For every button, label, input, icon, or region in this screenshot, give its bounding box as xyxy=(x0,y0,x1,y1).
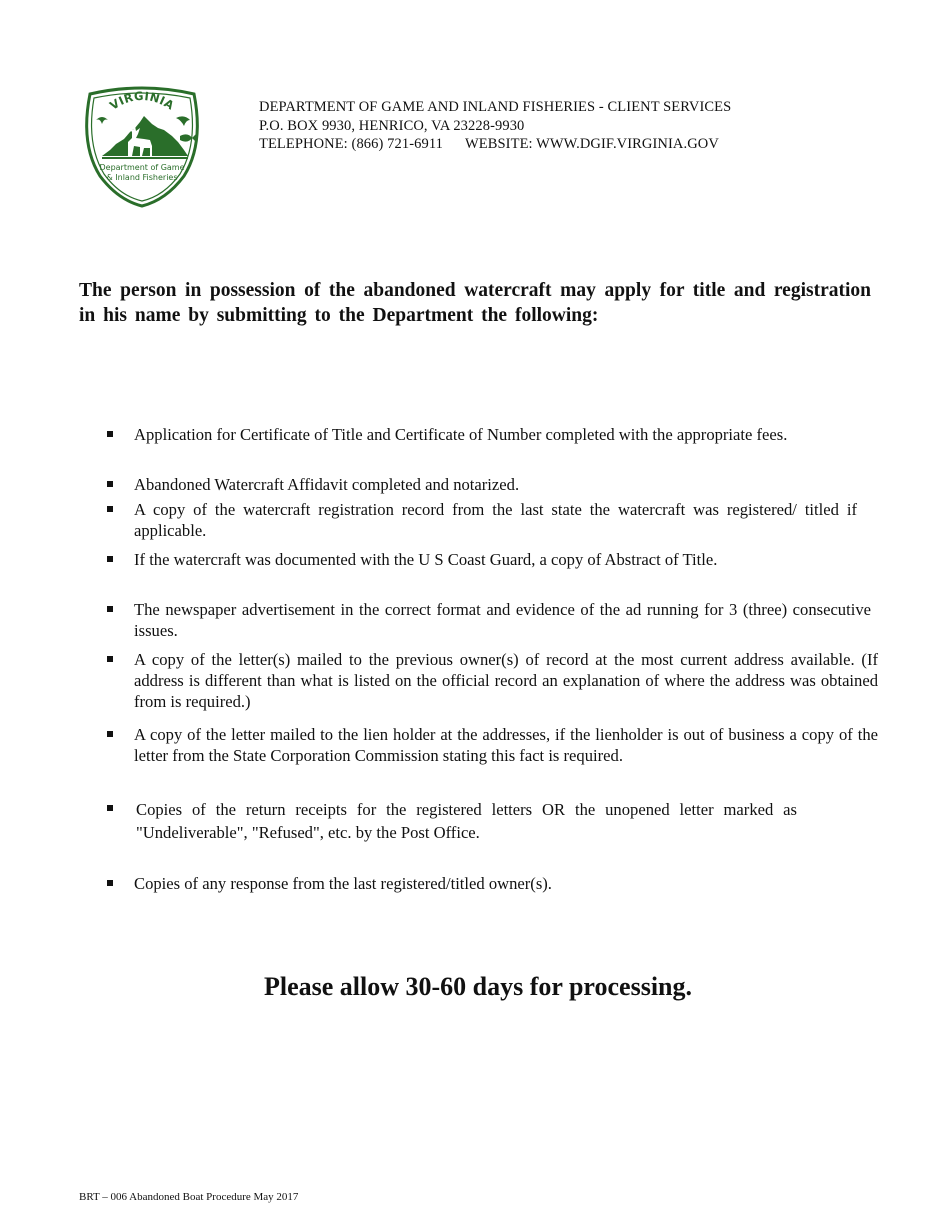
list-item: A copy of the watercraft registration record from the last state the watercraft was registered/ titled if applicable. xyxy=(107,499,857,541)
bullet-icon xyxy=(107,431,113,437)
logo-dept-line1: Department of Game xyxy=(99,163,185,172)
agency-website: WEBSITE: WWW.DGIF.VIRGINIA.GOV xyxy=(465,136,719,152)
bullet-icon xyxy=(107,481,113,487)
agency-telephone: TELEPHONE: (866) 721-6911 xyxy=(259,136,443,152)
list-item: A copy of the letter mailed to the lien holder at the addresses, if the lienholder is out of business a copy of the letter from the State Corporation Commission stating this fact is required. xyxy=(107,724,878,766)
logo-dept-line2: & Inland Fisheries xyxy=(106,173,178,182)
bullet-icon xyxy=(107,506,113,512)
list-item: If the watercraft was documented with the U S Coast Guard, a copy of Abstract of Title. xyxy=(107,549,878,570)
logo-state-text: VIRGINIA xyxy=(107,88,177,113)
bullet-icon xyxy=(107,805,113,811)
list-item: Abandoned Watercraft Affidavit completed and notarized. xyxy=(107,474,878,495)
dgif-logo xyxy=(80,84,204,208)
list-item: The newspaper advertisement in the correct format and evidence of the ad running for 3 (three) consecutive issues. xyxy=(107,599,871,641)
agency-name: DEPARTMENT OF GAME AND INLAND FISHERIES - CLIENT SERVICES xyxy=(259,99,732,115)
processing-notice: Please allow 30-60 days for processing. xyxy=(263,972,693,1001)
list-item: Application for Certificate of Title and Certificate of Number completed with the appropriate fees. xyxy=(107,424,878,445)
list-item: Copies of any response from the last registered/titled owner(s). xyxy=(107,873,878,894)
dgif-logo-icon xyxy=(80,84,204,208)
agency-header xyxy=(259,98,731,154)
list-item: A copy of the letter(s) mailed to the previous owner(s) of record at the most current address available. (If address is different than what is listed on the official record an explanation of where the address was obtained from is required.) xyxy=(107,649,878,712)
bullet-icon xyxy=(107,880,113,886)
bullet-icon xyxy=(107,656,113,662)
bullet-icon xyxy=(107,731,113,737)
agency-contact xyxy=(259,135,731,154)
bullet-icon xyxy=(107,556,113,562)
intro-paragraph: The person in possession of the abandoned watercraft may apply for title and registration in his name by submitting to the Department the following: xyxy=(79,280,871,326)
list-item: Copies of the return receipts for the registered letters OR the unopened letter marked as "Undeliverable", "Refused", etc. by the Post Office. xyxy=(107,798,797,844)
agency-address: P.O. BOX 9930, HENRICO, VA 23228-9930 xyxy=(259,117,525,134)
bullet-icon xyxy=(107,606,113,612)
form-footer: BRT – 006 Abandoned Boat Procedure May 2017 xyxy=(79,1191,299,1203)
